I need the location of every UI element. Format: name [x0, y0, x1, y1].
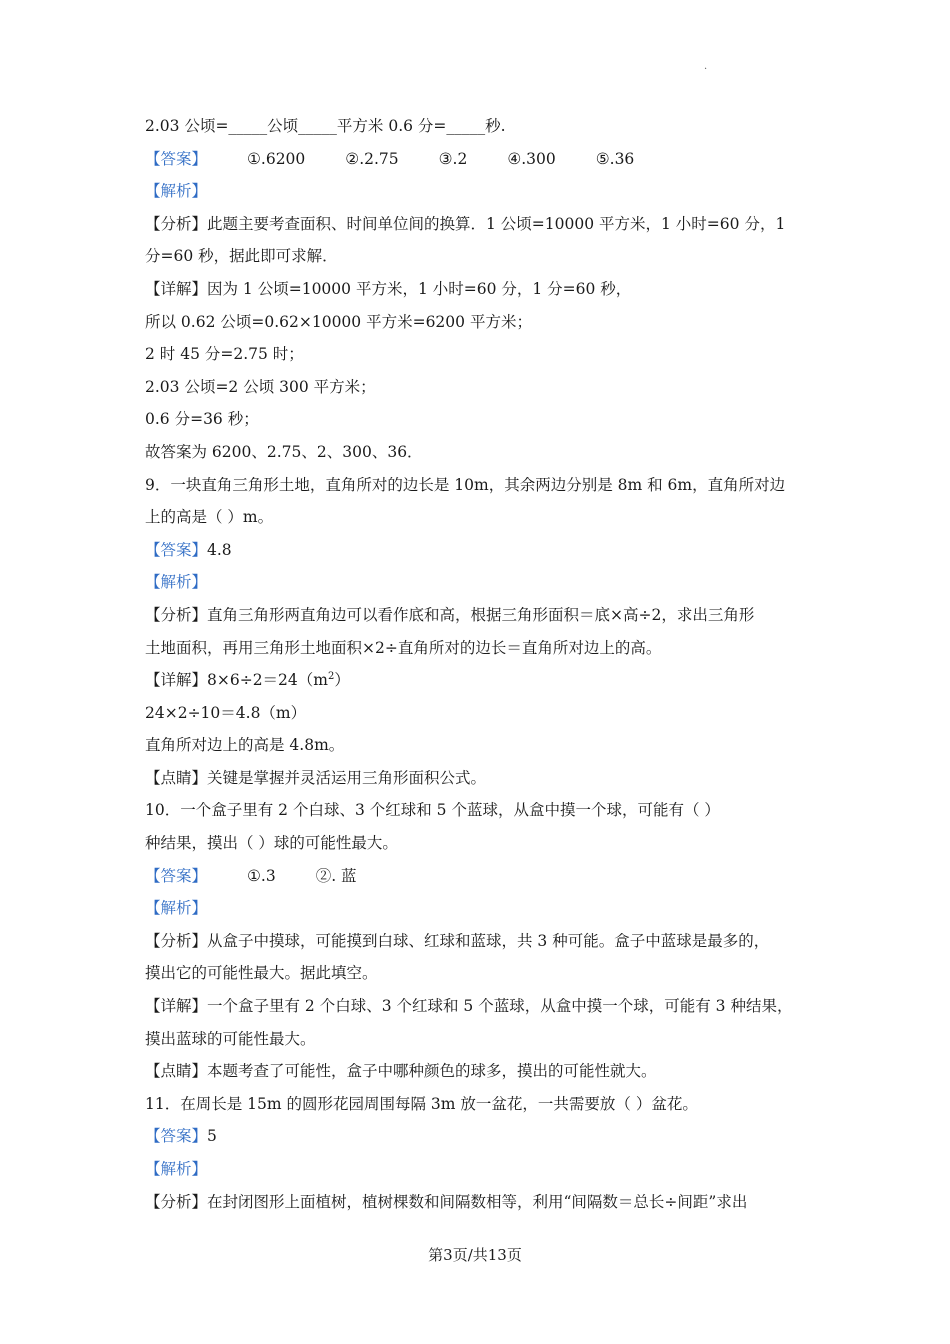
analysis-text: 【分析】此题主要考查面积、时间单位间的换算．1 公顷=10000 平方米，1 小时=60 分，1: [145, 214, 786, 233]
answer-value: 5: [207, 1127, 217, 1146]
answer-value: ②.2.75: [345, 149, 399, 168]
answer-tag: 【答案】: [145, 866, 208, 885]
answer-value: ②. 蓝: [315, 866, 357, 885]
analysis-tag: 【解析】: [145, 899, 208, 918]
detail-text: 0.6 分=36 秒；: [145, 410, 259, 429]
analysis-text: 摸出它的可能性最大。据此填空。: [145, 964, 378, 983]
question-9: 9．一块直角三角形土地，直角所对的边长是 10m，其余两边分别是 8m 和 6m，直角所对边: [145, 475, 786, 494]
detail-text: 2.03 公顷=2 公顷 300 平方米；: [145, 377, 376, 396]
key-point: 【点睛】本题考查了可能性，盒子中哪种颜色的球多，摸出的可能性就大。: [145, 1062, 657, 1081]
detail-text: 【详解】因为 1 公顷=10000 平方米，1 小时=60 分，1 分=60 秒，: [145, 279, 632, 298]
key-point: 【点睛】关键是掌握并灵活运用三角形面积公式。: [145, 768, 487, 787]
answer-line: [145, 860, 810, 893]
detail-text: 摸出蓝球的可能性最大。: [145, 1029, 316, 1048]
answer-tag: 【答案】: [145, 1127, 208, 1146]
page-footer: 第3页/共13页: [428, 1246, 522, 1264]
answer-value: ①.6200: [247, 149, 306, 168]
detail-text: 所以 0.62 公顷=0.62×10000 平方米=6200 平方米；: [145, 312, 532, 331]
analysis-text: 【分析】直角三角形两直角边可以看作底和高，根据三角形面积＝底×高÷2，求出三角形: [145, 605, 755, 624]
analysis-tag: 【解析】: [145, 573, 208, 592]
answer-tag: 【答案】: [145, 540, 208, 559]
question-9: 上的高是（ ）m。: [145, 508, 274, 527]
answer-value: 4.8: [207, 540, 232, 559]
answer-value: ③.2: [438, 149, 468, 168]
answer-tag: 【答案】: [145, 149, 208, 168]
analysis-text: 【分析】从盒子中摸球，可能摸到白球、红球和蓝球，共 3 种可能。盒子中蓝球是最多的，: [145, 931, 770, 950]
detail-text: 【详解】一个盒子里有 2 个白球、3 个红球和 5 个蓝球，从盒中摸一个球，可能有 3 种结果，: [145, 997, 793, 1016]
detail-text: 2 时 45 分=2.75 时；: [145, 345, 304, 364]
analysis-text: 【分析】在封闭图形上面植树，植树棵数和间隔数相等，利用“间隔数＝总长÷间距”求出: [145, 1192, 748, 1211]
question-10: 种结果，摸出（ ）球的可能性最大。: [145, 834, 398, 853]
detail-text: 【详解】$8\times 6\div 2=24(m^2)$: [145, 670, 350, 690]
analysis-tag: 【解析】: [145, 182, 208, 201]
detail-text: 故答案为 6200、2.75、2、300、36．: [145, 442, 423, 461]
question-10: 10．一个盒子里有 2 个白球、3 个红球和 5 个蓝球，从盒中摸一个球，可能有（ ）: [145, 801, 720, 820]
analysis-text: 分=60 秒，据此即可求解．: [145, 247, 338, 266]
analysis-tag: 【解析】: [145, 1160, 208, 1178]
answer-line: [145, 143, 810, 176]
question-8-tail: 2.03 公顷=_____公顷_____平方米 0.6 分=_____秒.: [145, 117, 506, 135]
detail-text: 24×2÷10＝4.8（m）: [145, 703, 307, 722]
answer-line: [145, 1120, 810, 1153]
answer-value: ①.3: [247, 866, 276, 885]
document-body: [145, 110, 810, 1218]
question-11: 11．在周长是 15m 的圆形花园周围每隔 3m 放一盆花，一共需要放（ ）盆花。: [145, 1094, 698, 1113]
answer-value: ④.300: [507, 149, 556, 168]
answer-value: ⑤.36: [595, 149, 635, 168]
answer-line: [145, 534, 810, 567]
detail-text: 直角所对边上的高是 4.8m。: [145, 736, 345, 755]
corner-mark: ·: [704, 64, 708, 75]
analysis-text: 土地面积，再用三角形土地面积×2÷直角所对的边长＝直角所对边上的高。: [145, 638, 662, 657]
